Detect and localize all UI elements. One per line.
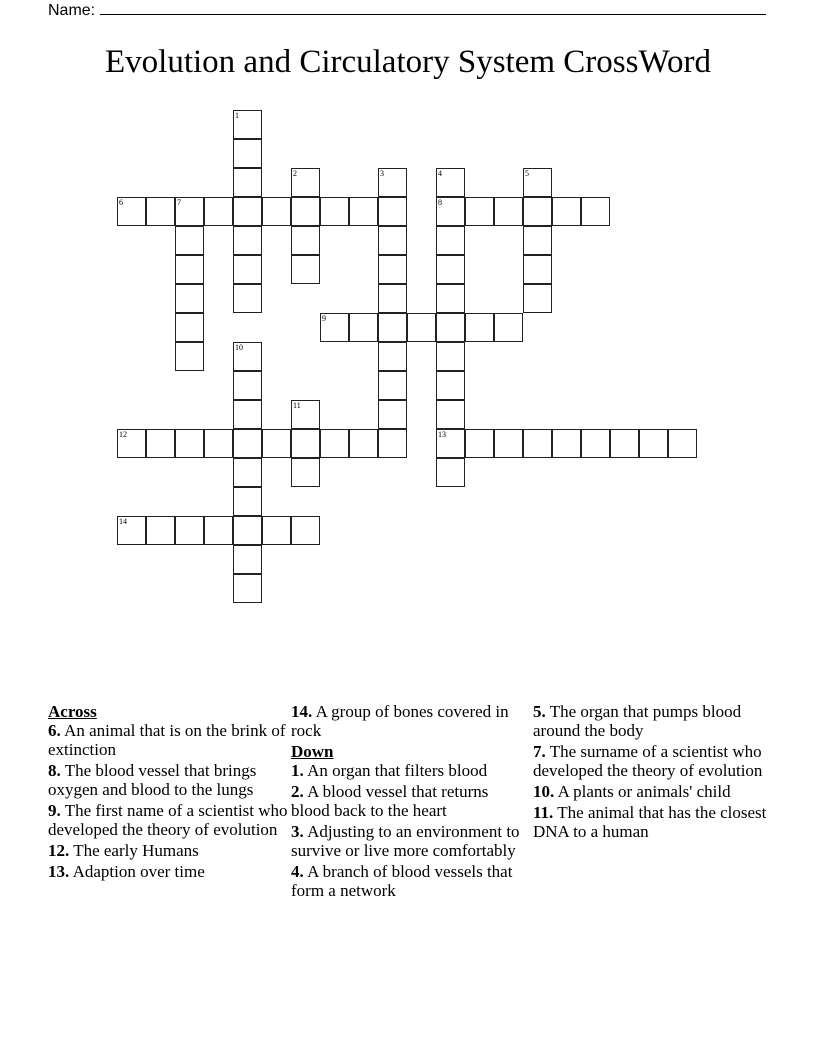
cell-number: 13 <box>438 430 446 439</box>
grid-cell[interactable] <box>175 226 204 255</box>
grid-cell[interactable] <box>378 255 407 284</box>
clue-number: 11. <box>533 803 554 822</box>
cell-number: 11 <box>293 401 301 410</box>
grid-cell[interactable] <box>262 429 291 458</box>
grid-cell[interactable] <box>233 400 262 429</box>
grid-cell[interactable] <box>436 429 465 458</box>
name-field[interactable] <box>48 0 766 20</box>
clues-column-3 <box>533 702 773 843</box>
grid-cell[interactable] <box>320 197 349 226</box>
clue-number: 4. <box>291 862 304 881</box>
clue-text: The surname of a scientist who developed the theory of evolution <box>533 742 763 780</box>
grid-cell[interactable] <box>320 429 349 458</box>
clue-number: 13. <box>48 862 70 881</box>
grid-cell[interactable] <box>291 458 320 487</box>
grid-cell[interactable] <box>581 429 610 458</box>
cell-number: 12 <box>119 430 127 439</box>
grid-cell[interactable] <box>436 458 465 487</box>
clue-number: 2. <box>291 782 304 801</box>
cell-number: 9 <box>322 314 326 323</box>
grid-cell[interactable] <box>378 226 407 255</box>
grid-cell[interactable] <box>436 284 465 313</box>
grid-cell[interactable] <box>204 429 233 458</box>
clues-column-1 <box>48 702 288 883</box>
clue-text: A group of bones covered in rock <box>291 702 509 740</box>
clue-across-14 <box>291 702 526 740</box>
grid-cell[interactable] <box>552 197 581 226</box>
grid-cell[interactable] <box>436 226 465 255</box>
cell-number: 2 <box>293 169 297 178</box>
clue-text: The early Humans <box>73 841 199 860</box>
name-line[interactable] <box>100 0 766 15</box>
grid-cell[interactable] <box>117 197 146 226</box>
grid-cell[interactable] <box>494 429 523 458</box>
clue-text: Adjusting to an environment to survive or live more comfortably <box>291 822 520 860</box>
grid-cell[interactable] <box>436 371 465 400</box>
grid-cell[interactable] <box>175 429 204 458</box>
clue-across-6 <box>48 721 288 759</box>
clue-number: 14. <box>291 702 313 721</box>
clue-across-12 <box>48 841 288 860</box>
grid-cell[interactable] <box>233 545 262 574</box>
grid-cell[interactable] <box>117 516 146 545</box>
grid-cell[interactable] <box>146 516 175 545</box>
grid-cell[interactable] <box>233 487 262 516</box>
grid-cell[interactable] <box>291 400 320 429</box>
grid-cell[interactable] <box>175 516 204 545</box>
clue-number: 9. <box>48 801 61 820</box>
grid-cell[interactable] <box>494 197 523 226</box>
grid-cell[interactable] <box>117 429 146 458</box>
grid-cell[interactable] <box>291 255 320 284</box>
grid-cell[interactable] <box>523 284 552 313</box>
clue-number: 8. <box>48 761 61 780</box>
clue-number: 1. <box>291 761 304 780</box>
grid-cell[interactable] <box>378 400 407 429</box>
grid-cell[interactable] <box>175 284 204 313</box>
clue-number: 6. <box>48 721 61 740</box>
grid-cell[interactable] <box>378 342 407 371</box>
grid-cell[interactable] <box>291 197 320 226</box>
grid-cell[interactable] <box>349 313 378 342</box>
grid-cell[interactable] <box>407 313 436 342</box>
grid-cell[interactable] <box>291 429 320 458</box>
clue-number: 10. <box>533 782 555 801</box>
grid-cell[interactable] <box>378 168 407 197</box>
clue-text: The first name of a scientist who developed the theory of evolution <box>48 801 288 839</box>
grid-cell[interactable] <box>233 197 262 226</box>
grid-cell[interactable] <box>523 429 552 458</box>
grid-cell[interactable] <box>523 226 552 255</box>
clue-text: An animal that is on the brink of extinction <box>48 721 286 759</box>
cell-number: 14 <box>119 517 127 526</box>
grid-cell[interactable] <box>233 458 262 487</box>
grid-cell[interactable] <box>436 168 465 197</box>
clue-text: A plants or animals' child <box>557 782 731 801</box>
grid-cell[interactable] <box>436 400 465 429</box>
grid-cell[interactable] <box>378 197 407 226</box>
cell-number: 10 <box>235 343 243 352</box>
grid-cell[interactable] <box>494 313 523 342</box>
grid-cell[interactable] <box>262 197 291 226</box>
grid-cell[interactable] <box>175 313 204 342</box>
grid-cell[interactable] <box>610 429 639 458</box>
clue-across-13 <box>48 862 288 881</box>
grid-cell[interactable] <box>233 139 262 168</box>
clue-down-10 <box>533 782 773 801</box>
clue-text: A branch of blood vessels that form a network <box>291 862 513 900</box>
clue-down-2 <box>291 782 526 820</box>
grid-cell[interactable] <box>320 313 349 342</box>
grid-cell[interactable] <box>378 429 407 458</box>
grid-cell[interactable] <box>233 429 262 458</box>
grid-cell[interactable] <box>146 429 175 458</box>
grid-cell[interactable] <box>233 226 262 255</box>
cell-number: 8 <box>438 198 442 207</box>
grid-cell[interactable] <box>349 429 378 458</box>
name-label: Name: <box>48 2 96 19</box>
down-heading: Down <box>291 742 334 761</box>
grid-cell[interactable] <box>436 313 465 342</box>
grid-cell[interactable] <box>146 197 175 226</box>
cell-number: 6 <box>119 198 123 207</box>
grid-cell[interactable] <box>378 371 407 400</box>
clue-down-3 <box>291 822 526 860</box>
grid-cell[interactable] <box>523 255 552 284</box>
grid-cell[interactable] <box>639 429 668 458</box>
grid-cell[interactable] <box>523 168 552 197</box>
grid-cell[interactable] <box>175 342 204 371</box>
clue-down-11 <box>533 803 773 841</box>
grid-cell[interactable] <box>436 255 465 284</box>
grid-cell[interactable] <box>291 516 320 545</box>
cell-number: 5 <box>525 169 529 178</box>
clue-down-1 <box>291 761 526 780</box>
grid-cell[interactable] <box>233 342 262 371</box>
clue-down-4 <box>291 862 526 900</box>
clue-number: 3. <box>291 822 304 841</box>
grid-cell[interactable] <box>233 371 262 400</box>
grid-cell[interactable] <box>581 197 610 226</box>
page-title: Evolution and Circulatory System CrossWord <box>105 44 711 80</box>
clue-text: The animal that has the closest DNA to a human <box>533 803 767 841</box>
grid-cell[interactable] <box>233 255 262 284</box>
grid-cell[interactable] <box>175 197 204 226</box>
clues-column-2 <box>291 702 526 902</box>
grid-cell[interactable] <box>436 197 465 226</box>
grid-cell[interactable] <box>378 313 407 342</box>
grid-cell[interactable] <box>233 110 262 139</box>
grid-cell[interactable] <box>465 429 494 458</box>
clue-down-7 <box>533 742 773 780</box>
clue-text: Adaption over time <box>72 862 205 881</box>
across-heading: Across <box>48 702 97 721</box>
cell-number: 3 <box>380 169 384 178</box>
grid-cell[interactable] <box>233 284 262 313</box>
grid-cell[interactable] <box>465 197 494 226</box>
clue-across-8 <box>48 761 288 799</box>
grid-cell[interactable] <box>233 574 262 603</box>
grid-cell[interactable] <box>262 516 291 545</box>
cell-number: 1 <box>235 111 239 120</box>
grid-cell[interactable] <box>465 313 494 342</box>
grid-cell[interactable] <box>552 429 581 458</box>
grid-cell[interactable] <box>668 429 697 458</box>
grid-cell[interactable] <box>523 197 552 226</box>
grid-cell[interactable] <box>175 255 204 284</box>
grid-cell[interactable] <box>436 342 465 371</box>
clue-text: The blood vessel that brings oxygen and blood to the lungs <box>48 761 257 799</box>
cell-number: 4 <box>438 169 442 178</box>
clue-number: 5. <box>533 702 546 721</box>
grid-cell[interactable] <box>233 516 262 545</box>
clue-text: An organ that filters blood <box>307 761 488 780</box>
clue-down-5 <box>533 702 773 740</box>
clue-number: 12. <box>48 841 70 860</box>
grid-cell[interactable] <box>349 197 378 226</box>
grid-cell[interactable] <box>233 168 262 197</box>
grid-cell[interactable] <box>291 168 320 197</box>
grid-cell[interactable] <box>378 284 407 313</box>
cell-number: 7 <box>177 198 181 207</box>
clue-text: The organ that pumps blood around the body <box>533 702 742 740</box>
grid-cell[interactable] <box>204 516 233 545</box>
clue-number: 7. <box>533 742 546 761</box>
grid-cell[interactable] <box>204 197 233 226</box>
clue-across-9 <box>48 801 288 839</box>
clue-text: A blood vessel that returns blood back to the heart <box>291 782 489 820</box>
grid-cell[interactable] <box>291 226 320 255</box>
